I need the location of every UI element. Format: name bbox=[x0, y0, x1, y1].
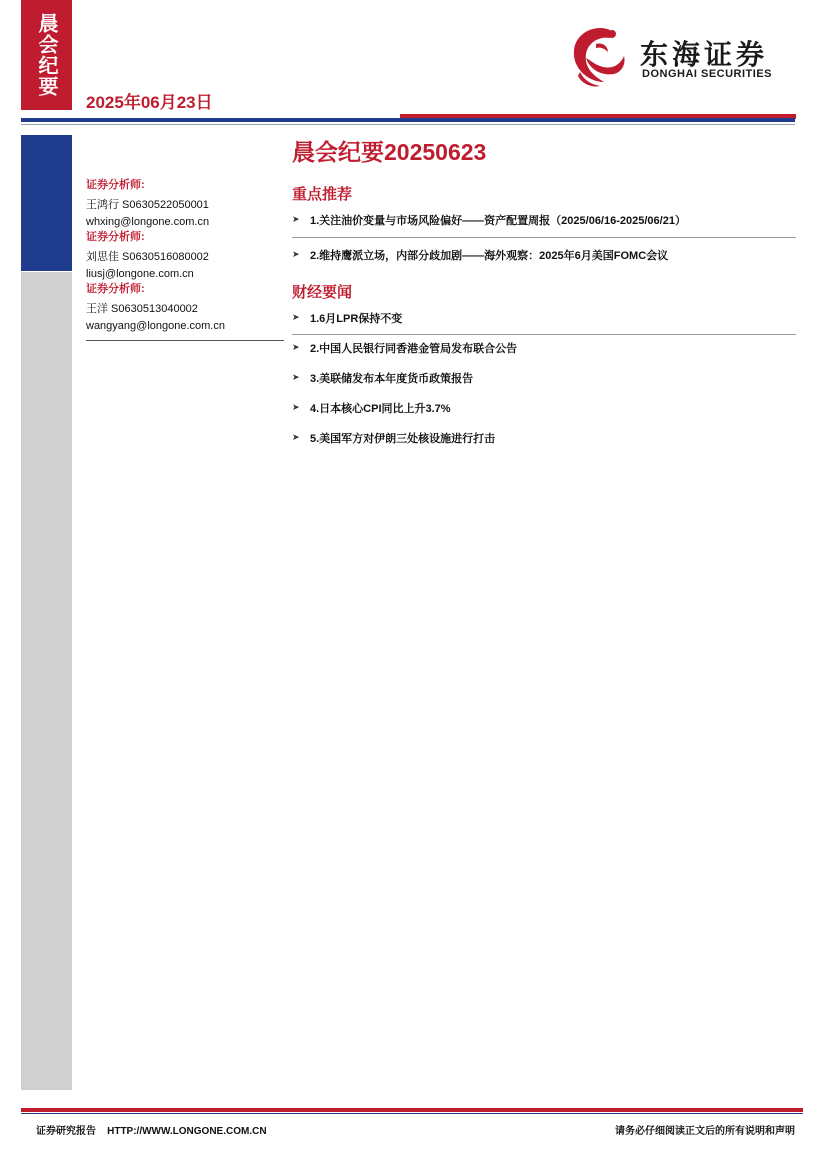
sidebar-blue-block bbox=[21, 135, 72, 271]
analyst-email[interactable]: whxing@longone.com.cn bbox=[86, 216, 210, 228]
footer-rule bbox=[21, 1113, 803, 1114]
list-item[interactable] bbox=[292, 310, 796, 325]
header-thin-rule bbox=[21, 124, 795, 125]
list-item-label: 2.中国人民银行同香港金管局发布联合公告 bbox=[310, 342, 518, 355]
header-rule bbox=[21, 118, 795, 122]
arrow-bullet-icon: ➤ bbox=[292, 402, 300, 412]
report-type-tab: 晨会纪要 bbox=[21, 0, 72, 110]
list-item-label: 3.美联储发布本年度货币政策报告 bbox=[310, 372, 474, 385]
analyst-email[interactable]: wangyang@longone.com.cn bbox=[86, 320, 225, 332]
list-item[interactable] bbox=[292, 430, 796, 445]
arrow-bullet-icon: ➤ bbox=[292, 342, 300, 352]
list-item[interactable] bbox=[292, 247, 796, 262]
arrow-bullet-icon: ➤ bbox=[292, 432, 300, 442]
dragon-logo-icon bbox=[566, 24, 628, 90]
analyst-name-code: 王鸿行 S0630522050001 bbox=[86, 199, 209, 211]
analyst-title: 证券分析师: bbox=[86, 231, 145, 243]
logo-english-name: DONGHAI SECURITIES bbox=[642, 68, 773, 80]
list-item[interactable] bbox=[292, 340, 796, 355]
list-item-label: 2.维持鹰派立场，内部分歧加剧——海外观察：2025年6月美国FOMC会议 bbox=[310, 249, 669, 262]
list-item[interactable] bbox=[292, 212, 796, 227]
sidebar-gray-block bbox=[21, 272, 72, 1090]
analyst-title: 证券分析师: bbox=[86, 179, 145, 191]
list-item-label: 1.关注油价变量与市场风险偏好——资产配置周报（2025/06/16-2025/06/21） bbox=[310, 214, 686, 227]
footer-disclaimer: 请务必仔细阅读正文后的所有说明和声明 bbox=[615, 1126, 795, 1137]
arrow-bullet-icon: ➤ bbox=[292, 214, 300, 224]
section-title-news: 财经要闻 bbox=[292, 284, 353, 301]
analyst-email[interactable]: liusj@longone.com.cn bbox=[86, 268, 194, 280]
list-item[interactable] bbox=[292, 400, 796, 415]
page-title: 晨会纪要20250623 bbox=[292, 139, 487, 165]
analyst-block-1 bbox=[86, 176, 209, 228]
arrow-bullet-icon: ➤ bbox=[292, 372, 300, 382]
analyst-divider bbox=[86, 340, 284, 341]
divider bbox=[292, 334, 796, 335]
analyst-block-2 bbox=[86, 228, 209, 280]
news-list bbox=[292, 310, 796, 445]
list-item-label: 4.日本核心CPI同比上升3.7% bbox=[310, 402, 451, 415]
analyst-name-code: 王洋 S0630513040002 bbox=[86, 303, 198, 315]
list-item-label: 5.美国军方对伊朗三处核设施进行打击 bbox=[310, 432, 496, 445]
list-item-label: 1.6月LPR保持不变 bbox=[310, 312, 403, 325]
analyst-name-code: 刘思佳 S0630516080002 bbox=[86, 251, 209, 263]
footer-left-text[interactable]: 证券研究报告 HTTP://WWW.LONGONE.COM.CN bbox=[36, 1126, 267, 1137]
arrow-bullet-icon: ➤ bbox=[292, 312, 300, 322]
list-item[interactable] bbox=[292, 370, 796, 385]
arrow-bullet-icon: ➤ bbox=[292, 249, 300, 259]
section-title-key-picks: 重点推荐 bbox=[292, 186, 353, 203]
analyst-block-3 bbox=[86, 280, 225, 332]
logo-chinese-name: 东海证券 bbox=[640, 39, 769, 70]
key-picks-list bbox=[292, 212, 796, 262]
analyst-title: 证券分析师: bbox=[86, 283, 145, 295]
footer-accent-rule bbox=[21, 1108, 803, 1112]
report-date: 2025年06月23日 bbox=[86, 93, 213, 112]
divider bbox=[292, 237, 796, 238]
